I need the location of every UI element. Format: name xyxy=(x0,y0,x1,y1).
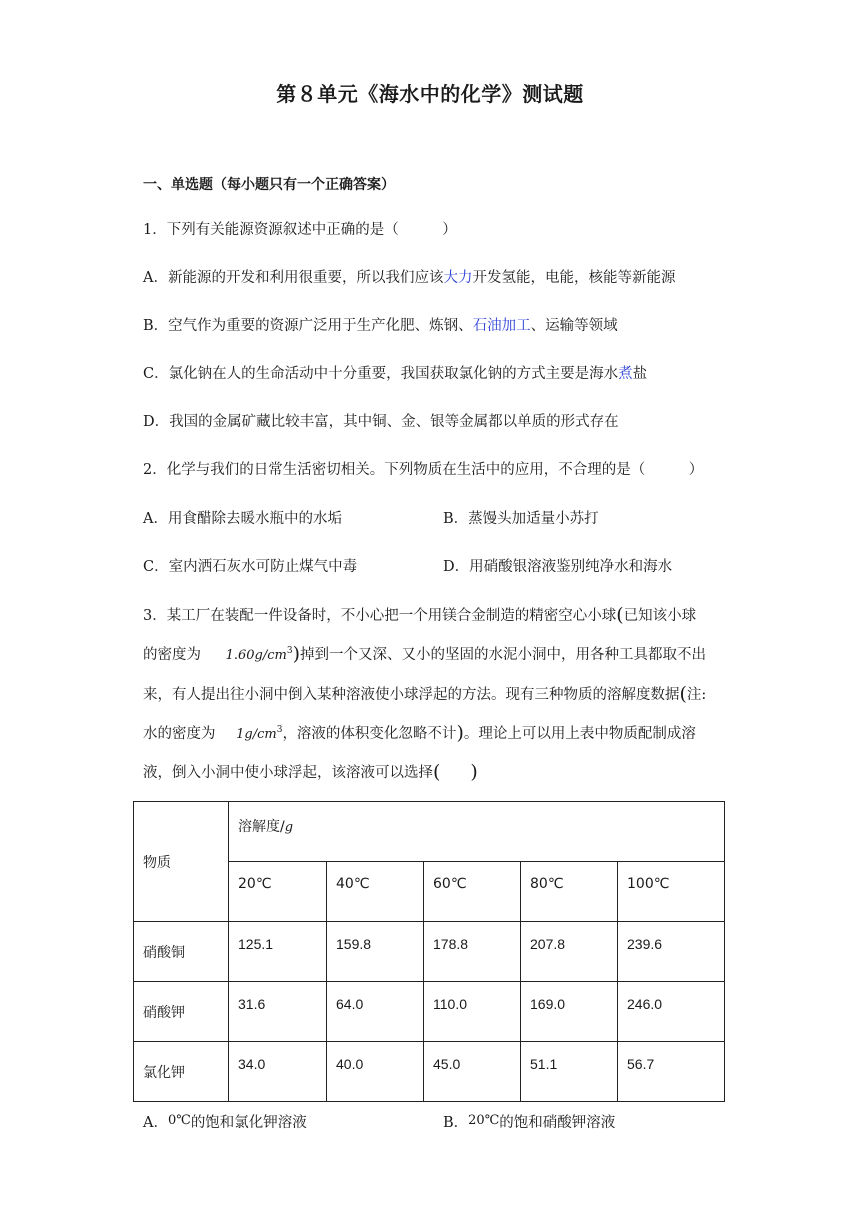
q2-option-b: B．蒸馒头加适量小苏打 xyxy=(443,511,599,527)
table-cell: 207.8 xyxy=(521,922,618,982)
q3-text: 来，有人提出往小洞中倒入某种溶液使小球浮起的方法。现有三种物质的溶解度数据 xyxy=(143,687,680,703)
table-cell: 246.0 xyxy=(618,982,725,1042)
q1-a-text: A．新能源的开发和利用很重要，所以我们应该 xyxy=(143,270,444,286)
q1-option-a xyxy=(143,266,675,287)
q3-line-3: 来，有人提出往小洞中倒入某种溶液使小球浮起的方法。现有三种物质的溶解度数据(注: xyxy=(143,683,707,705)
header-temp: 100℃ xyxy=(618,862,725,922)
q1-a-text-end: 开发氢能，电能，核能等新能源 xyxy=(472,270,676,286)
q3-b-label: B． xyxy=(443,1115,469,1131)
q1-c-link[interactable]: 煮 xyxy=(618,366,633,382)
header-temp: 60℃ xyxy=(424,862,521,922)
table-row xyxy=(134,982,725,1042)
q1-option-b xyxy=(143,314,618,335)
row-substance: 氯化钾 xyxy=(134,1042,229,1102)
q1-c-text-end: 盐 xyxy=(632,366,648,382)
q1-b-text-end: 、运输等领域 xyxy=(530,318,618,334)
q3-option-a xyxy=(143,1111,307,1132)
q3-text: 3．某工厂在装配一件设备时，不小心把一个用镁合金制造的精密空心小球 xyxy=(143,608,617,624)
q2-option-a: A．用食醋除去暖水瓶中的水垢 xyxy=(143,511,342,527)
exponent: 3 xyxy=(286,646,293,657)
table-cell: 239.6 xyxy=(618,922,725,982)
q3-line-5: 液，倒入小洞中使小球浮起，该溶液可以选择( ) xyxy=(143,761,478,783)
table-cell: 169.0 xyxy=(521,982,618,1042)
table-cell: 110.0 xyxy=(424,982,521,1042)
density-formula: 1.60g/cm xyxy=(225,648,287,663)
table-cell: 34.0 xyxy=(229,1042,327,1102)
q1-option-c xyxy=(143,362,647,383)
q1-a-link[interactable]: 大力 xyxy=(443,270,473,286)
table-cell: 56.7 xyxy=(618,1042,725,1102)
q2-option-c: C．室内洒石灰水可防止煤气中毒 xyxy=(143,559,358,575)
q1-option-d: D．我国的金属矿藏比较丰富，其中铜、金、银等金属都以单质的形式存在 xyxy=(143,414,619,430)
table-cell: 31.6 xyxy=(229,982,327,1042)
document-title: 第８单元《海水中的化学》测试题 xyxy=(276,82,584,106)
q1-b-link[interactable]: 石油加工 xyxy=(472,318,531,334)
table-cell: 178.8 xyxy=(424,922,521,982)
q3-option-b xyxy=(443,1111,615,1132)
q3-b-temp: 20℃ xyxy=(468,1113,500,1128)
header-solubility xyxy=(229,802,725,862)
solubility-table xyxy=(133,801,725,1102)
q3-text: 。理论上可以用上表中物质配制成溶 xyxy=(463,726,696,742)
table-cell: 45.0 xyxy=(424,1042,521,1102)
row-substance: 硝酸铜 xyxy=(134,922,229,982)
q3-text: 注: xyxy=(686,687,707,703)
q3-line-1: 3．某工厂在装配一件设备时，不小心把一个用镁合金制造的精密空心小球(已知该小球 xyxy=(143,604,697,626)
header-temp: 40℃ xyxy=(327,862,424,922)
header-solubility-label: 溶解度/ xyxy=(238,819,285,835)
table-cell: 125.1 xyxy=(229,922,327,982)
q1-c-text: C．氯化钠在人的生命活动中十分重要，我国获取氯化钠的方式主要是海水 xyxy=(143,366,619,382)
q2-stem: 2．化学与我们的日常生活密切相关。下列物质在生活中的应用，不合理的是（ ） xyxy=(143,462,704,478)
exponent: 3 xyxy=(276,725,283,736)
q3-b-text: 的饱和硝酸钾溶液 xyxy=(499,1115,616,1131)
row-substance: 硝酸钾 xyxy=(134,982,229,1042)
header-temp: 80℃ xyxy=(521,862,618,922)
q3-a-label: A． xyxy=(143,1115,168,1131)
q3-text: 水的密度为 xyxy=(143,726,216,742)
q3-text: 已知该小球 xyxy=(623,608,697,624)
table-row xyxy=(134,922,725,982)
table-cell: 159.8 xyxy=(327,922,424,982)
table-cell: 64.0 xyxy=(327,982,424,1042)
table-cell: 51.1 xyxy=(521,1042,618,1102)
q3-line-2: 的密度为 $1.60g/cm^3$)掉到一个又深、又小的坚固的水泥小洞中，用各种工具都取不出 xyxy=(143,643,707,665)
section-heading: 一、单选题（每小题只有一个正确答案） xyxy=(143,177,395,193)
water-density-formula: 1g/cm xyxy=(236,727,277,742)
q2-option-d: D．用硝酸银溶液鉴别纯净水和海水 xyxy=(443,559,673,575)
unit-g: g xyxy=(284,820,294,835)
table-cell: 40.0 xyxy=(327,1042,424,1102)
q3-line-4: 水的密度为 $1g/cm^3$，溶液的体积变化忽略不计)。理论上可以用上表中物质配制成溶 xyxy=(143,722,696,744)
q3-text: 的密度为 xyxy=(143,647,201,663)
q3-a-temp: 0℃ xyxy=(167,1113,191,1128)
q3-text: ，溶液的体积变化忽略不计 xyxy=(282,726,457,742)
header-substance: 物质 xyxy=(134,802,229,922)
q3-text: 掉到一个又深、又小的坚固的水泥小洞中，用各种工具都取不出 xyxy=(300,647,707,663)
q3-a-text: 的饱和氯化钾溶液 xyxy=(190,1115,307,1131)
q1-b-text: B．空气作为重要的资源广泛用于生产化肥、炼钢、 xyxy=(143,318,473,334)
table-row xyxy=(134,1042,725,1102)
q3-text: 液，倒入小洞中使小球浮起，该溶液可以选择 xyxy=(143,765,433,781)
header-temp: 20℃ xyxy=(229,862,327,922)
q1-stem: 1．下列有关能源资源叙述中正确的是（ ） xyxy=(143,222,457,238)
